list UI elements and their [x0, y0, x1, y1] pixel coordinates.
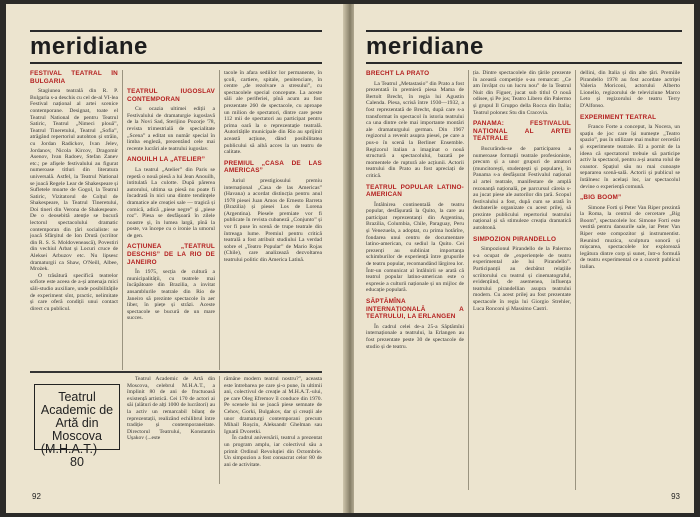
article-text: Teatrul Academic de Artă din Moscova, celebrul M.H.A.T., a împlinit 80 de ani de fructuoasă existență artistică. Cei 170 de actori ai săi (alături de alți 1000 de lucrători) au la activ un remarcabil bilanț de reprezentații, realizând echilibrul între tradiție și contemporaneitate. Directorul Teatrului, Konstantin Ușakov (...este	[127, 376, 215, 442]
column-divider	[122, 70, 123, 370]
column-divider	[468, 70, 469, 490]
right-column-1	[366, 70, 464, 490]
article-text: La Teatrul „Metastasio” din Prato a fost prezentată în premieră piesa Mama de Bertolt Brecht, în regia lui Agustin Calenda. Piesa, scrisă între 1930—1932, a fost reprezentată de Brecht, după care s-a transformat în spectacol în istoria teatrului ca una dintre cele mai importante montări ale dramaturgului german. Din 1967 regizorul a revenit asupra piesei, pe care a pus-o în scenă la Berliner Ensemble. Regizorul italian a imaginat o nouă structură a spectacolului, bazată pe momentele de ruptură ale acțiunii. Actorii teatrului din Prato au fost apreciați de critică.	[366, 80, 464, 179]
box-title: Teatrul Academic de Artă din Moscova (M.H.A.T.) — 80	[40, 390, 114, 469]
right-page	[354, 4, 694, 513]
article-text: Simone Forti și Peter Van Riper prezintă la Roma, la centrul de cercetare „Big Boom”, spectacolele lor. Simone Forti este vestită pentru dansurile sale, iar Peter Van Riper este compozitor și instrumentist. Reunind muzica, sculptura sonoră și mișcarea, spectacolele lor explorează legătura dintre corp și sunet, într-o formulă de teatru experimental ce a cucerit publicul italian.	[580, 204, 680, 271]
article-heading: FESTIVAL TEATRAL ÎN BULGARIA	[30, 70, 118, 85]
article-text: Franco Forte a conceput, la Nocera, un spațiu de joc care își numește „Teatro spazio”, pus în utilizare mai multor cercetări și experimente teatrale. El a pornit de la ideea că spectatorul trebuie să participe activ la spectacol, pentru a-și asuma rolul de coautor. Spațiul său nu mai cunoaște separarea scenă-sală. Actorii și publicul se întâlnesc în același loc, iar spectacolul devine o experiență comună.	[580, 124, 680, 190]
article-text: O trăsătură specifică teatrelor sofiote este aceea de a-și amenaja mici săli-studio auxiliare, unde posibilitățile de experiment sînt, practic, nelimitate și care oferă condiții unui contact direct cu publicul.	[30, 272, 118, 312]
mhat-column-1	[127, 376, 215, 484]
right-column-2	[473, 70, 571, 490]
column-divider	[219, 376, 220, 484]
article-heading: TEATRUL POPULAR LATINO-AMERICAN	[366, 183, 464, 199]
article-text: Stagiunea teatrală din R. P. Bulgaria s-a deschis cu cel de-al VI-lea Festival național al artei scenice contemporane. Designat, toate el Teatrul National de pentru Teatrul Satiric, Teatrul „Nimeci plouă”, Teatrul Tineretului, Teatrul „Sofia”, atrăgând repertoriul autohton și străin, cu Jordan Radickov, Ivan Jelev, Jordanov, Nicola Kircov, Dragomir Asenov, Ivan Radoev, Stefan Zanev etc.; pe afișele festivalului au figurat numeroase titluri din literatura universală. Astfel, la Teatrul National se joacă Regele Lear de Shakespeare și Sufletele moarte de Gogol, la Teatrul Satiric, Vizitatorul de Colțul de Shakespeare, la Teatrul Tineretului, Doi tineri din Verona de Shakespeare. De o deosebită atenție se bucură lectorul spectacolului dramatic contemporan din țări socialiste: se joacă Sfârșitul de Ion Drută (scriitor din R. S. S. Moldovenească), Povestiri din vechiul Arbat și Locuri cruce de Aleksei Arbuzov etc. Nu lipsesc dramaturgii ca Shaw, O'Neill, Albee, Mrożek.	[30, 88, 118, 273]
article-text: Simpozionul Pirandello de la Palermo s-a ocupat de „experiențele de teatru experimental ale lui Pirandello”. Participanții au dezbătut relațiile scriitorului cu teatrul și cinematograful, evidențiind, de asemenea, influența teatrului pirandellian asupra teatrului modern. Cu acest prilej au fost prezentate spectacole în regia lui Giorgio Strehler, Luca Ronconi și Massimo Castri.	[473, 246, 571, 312]
article-text: Bucurându-se de participarea a numeroase formații teatrale profesioniste, precum și a unor grupuri de amatori (muncitorești, studențești și populare), în Panama s-a desfășurat Festivalul național al artei teatrale, manifestare de amplă rezonanță națională, pe parcursul căreia s-au jucat piese ale autorilor din țară. Scopul festivalului a fost, după cum se arată în dezbaterile organizate cu acest prilej, să prezinte publicului repertoriul teatrului național și să stimuleze creația dramatică autohtonă.	[473, 145, 571, 232]
article-heading: BRECHT LA PRATO	[366, 70, 430, 77]
article-heading: ACȚIUNEA „TEATRUL DESCHIS” DE LA RIO DE JANEIRO	[127, 243, 215, 266]
masthead-title: meridiane	[30, 33, 148, 60]
left-column-3	[224, 70, 322, 368]
column-divider	[575, 70, 576, 490]
article-text: Întâlnirea continentală de teatru popular, desfășurată la Quito, la care au participat reprezentanți din Argentina, Brazilia, Columbia, Chile, Paraguay, Peru și Venezuela, a adoptat, cu prima hotărîre, fondarea unui centru de documentare latino-american, cu sediul la Quito. Cei prezenți au subliniat importanța schimburilor de experiență între grupurile de teatru popular, recomandând lărgirea lor. Într-un comunicat al întâlnirii se arată că teatrul popular latino-american este o expresie a culturii naționale și un mijloc de educație populară.	[366, 201, 464, 294]
masthead-right	[366, 30, 682, 64]
mhat-column-2	[224, 376, 322, 484]
article-text: dellini, din Italia și din alte țări. Premiile Pirandello 1978 au fost acordate actriței Valeria Moriconi, actorului Alberto Lionello, regizorului de televiziune Marco Leto și regizorului de teatru Terry D'Alfonso.	[580, 70, 680, 109]
left-page	[6, 4, 346, 513]
article-heading: EXPERIMENT TEATRAL	[580, 113, 657, 121]
article-text: tacole în afara sediilor lor permanente, în școli, cartiere, spitale, penitenciare, în centre „de rezolvare a stresului”, cu spectacolele special concepute. La aceste săli ale periferiei, pînă acum au fost prezentate 260 de spectacole, cu aproape un milion de spectatori, dintre care peste 112 mii de spectatori au participat pentru prima oară la o reprezentație teatrală. Autoritățile municipale din Rio au sprijinit această acțiune, dând posibilitatea publicului să aibă acces la un teatru de calitate.	[224, 70, 322, 156]
left-column-2	[127, 70, 215, 368]
article-heading: „BIG BOOM”	[580, 194, 622, 202]
article-heading: PREMIUL „CASA DE LAS AMERICAS”	[224, 159, 322, 175]
right-column-3	[580, 70, 680, 490]
article-heading: TEATRUL IUGOSLAV CONTEMPORAN	[127, 88, 215, 103]
article-text: ția. Dintre spectacolele din țările prezente în această competiție s-au remarcat: „Ce am învățat cu un lucru nou” de la Teatrul Nuit din Figuer, jucat sub titlul O nouă odisee, și Pe jos; Teatro Libero din Palermo și grupul Il Gruppo della Rocca din Italia; Teatrul polonez Stu din Cracovia.	[473, 70, 571, 116]
article-text: Cu ocazia ultimei ediții a Festivalului de dramaturgie iugoslavă de la Novi Sad, Sterijino Pozorje '78, revista trimestrială de specialitate „Scena” a editat un număr special în limba engleză, prezentând cele mai recente lucrări ale teatrului iugoslav.	[127, 106, 215, 152]
masthead-left	[30, 30, 322, 64]
page-number: 92	[32, 492, 41, 501]
article-text: În 1975, secția de cultură a municipalității, cu teatrele mai încăpătoare din Brazilia, a invitat ansamblurile teatrale din Rio de Janeiro să prezinte spectacole în aer liber, în piețe și străzi. Aceste spectacole se bucură de un mare succes.	[127, 269, 215, 322]
article-text: În cadrul aniversării, teatrul a prezentat un program amplu, iar colectivul său a primit Ordinul Revoluției din Octombrie. Un simpozion a fost consacrat celor 80 de ani de activitate.	[224, 435, 322, 468]
article-text: rămâne modern teatrul nostru?”, aceasta este întrebarea pe care și-o pune, în ultimii ani, colectivul de creație al M.H.A.T.-ului, pe care Oleg Efremov îl conduce din 1970. Pe scenele lui se joacă piese semnate de Cehov, Gorki, Bulgakov, dar și creații ale unor dramaturgi contemporani precum Mihail Roșcin, Aleksandr Ghelman sau Ignatii Dvoretki.	[224, 376, 322, 435]
left-column-1	[30, 70, 118, 368]
article-text: În cadrul celei de-a 25-a Săptămîni internaționale a teatrului, la Erlangen au fost prezentate peste 30 de spectacole de studio și de teatru.	[366, 323, 464, 350]
section-rule	[30, 371, 322, 373]
article-heading: PANAMA: FESTIVALUL NAȚIONAL AL ARTEI TEATRALE	[473, 120, 571, 143]
mhat-title-box	[34, 384, 120, 469]
article-text: La teatrul „Atelier” din Paris se repetă o nouă piesă a lui Jean Anouilh, intitulată La culotte. După părerea autorului, ultima sa piesă nu poate fi încadrată în nici una dintre tendințele dramatice ale creației sale — tragică și comică, adică „piese negre” și „piese roz”. Piesa se desfășoară în zilele noastre și, în lumea largă, pînă la poste, va începe cu o ironie la umorul de gen.	[127, 166, 215, 239]
article-heading: ANOUILH LA „ATELIER”	[127, 156, 206, 164]
article-heading: SIMPOZION PIRANDELLO	[473, 235, 557, 243]
masthead-title: meridiane	[366, 33, 484, 60]
article-text: Juriul prestigiosului premiu internațional „Casa de las Americas” (Havana) a acordat distincția pentru anul 1978 piesei Juan Amos de Ernesto Barreta (Brazilia) și piesei Los de Lorena (Argentina). Piesele premiate vor fi publicate în revista cubaneză „Conjunto” și vor fi puse în scenă de trupe teatrale din întreaga lume. Premiul pentru critică teatrală a fost atribuit studiului La verdad sobre el „Teatro Popular” de Mario Rojas (Chile), care analizează dezvoltarea teatrului politic din America Latină.	[224, 177, 322, 264]
page-number: 93	[671, 492, 680, 501]
article-heading: SĂPTĂMÎNA INTERNAȚIONALĂ A TEATRULUI, LA ERLANGEN	[366, 298, 464, 321]
column-divider	[219, 70, 220, 370]
